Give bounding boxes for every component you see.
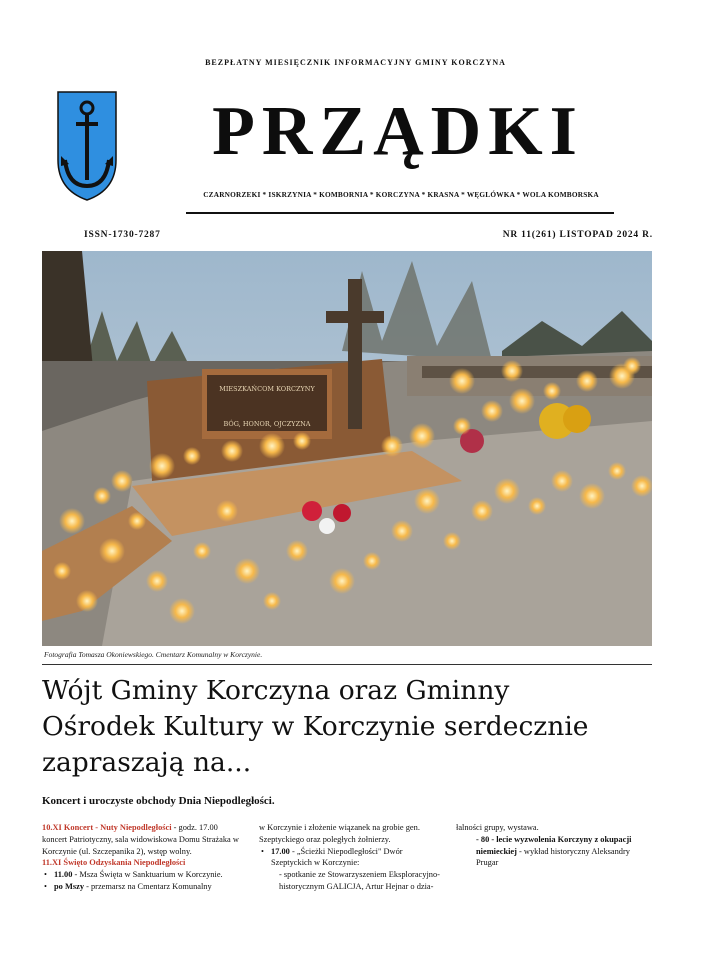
candle-glow	[414, 488, 440, 514]
list-item-text: - Msza Święta w Sanktuarium w Korczynie.	[72, 870, 223, 880]
village-list: CZARNORZEKI * ISKRZYNIA * KOMBORNIA * KORCZYNA * KRASNA * WĘGLÓWKA * WOLA KOMBORSKA	[203, 190, 599, 199]
time-label: po Mszy	[54, 881, 85, 891]
candle-glow	[221, 440, 243, 462]
list-item	[259, 846, 445, 870]
candle-glow	[443, 532, 461, 550]
issn-number: ISSN-1730-7287	[84, 230, 161, 240]
candle-glow	[286, 540, 308, 562]
list-item	[42, 869, 242, 881]
plaque-line-2: BÓG, HONOR, OJCZYZNA	[223, 420, 311, 428]
candle-glow	[391, 520, 413, 542]
candle-glow	[59, 508, 85, 534]
candle-glow	[623, 357, 641, 375]
list-item	[42, 881, 242, 893]
event-concert-title: 10.XI Koncert - Nuty Niepodległości	[42, 823, 172, 832]
candle-glow	[93, 487, 111, 505]
candle-glow	[528, 497, 546, 515]
cemetery-photo	[42, 251, 652, 646]
paragraph: łalności grupy, wystawa.	[456, 823, 539, 832]
candle-glow	[494, 478, 520, 504]
candle-glow	[193, 542, 211, 560]
paragraph	[456, 834, 652, 869]
event-independence-title: 11.XI Święto Odzyskania Niepodległości	[42, 858, 186, 868]
headline-line-2: Ośrodek Kultury w Korczynie serdecznie	[42, 711, 589, 742]
headline-line-1: Wójt Gminy Korczyna oraz Gminny	[42, 675, 510, 706]
candle-glow	[449, 368, 475, 394]
article-column-2	[259, 822, 445, 893]
candle-glow	[453, 417, 471, 435]
headline-line-3: zapraszają na...	[42, 747, 252, 778]
candle-glow	[149, 453, 175, 479]
candle-glow	[234, 558, 260, 584]
article-column-3	[456, 822, 652, 869]
event-concert-text: - godz. 17.00 koncert Patriotyczny, sala widowiskowa Domu Strażaka w Korczynie (ul. Szczepanika 2), wstęp wolny.	[42, 823, 239, 856]
candle-glow	[381, 435, 403, 457]
list-item-text: - przemarsz na Cmentarz Komunalny	[84, 881, 212, 891]
plaque-line-1: MIESZKAŃCOM KORCZYNY	[219, 385, 315, 393]
candle-glow	[576, 370, 598, 392]
list-item-text: - „Ścieżki Niepodległości" Dwór Szeptyckich w Korczynie:	[271, 846, 403, 868]
time-label: 17.00	[271, 846, 290, 856]
candle-glow	[146, 570, 168, 592]
candle-glow	[263, 592, 281, 610]
candle-glow	[631, 475, 652, 497]
article-headline	[42, 673, 672, 781]
lecture-title: - 80 - lecie wyzwolenia Korczyny z okupacji niemieckiej	[476, 834, 632, 856]
candle-glow	[509, 388, 535, 414]
candle-glow	[99, 538, 125, 564]
candle-glow	[76, 590, 98, 612]
article-subhead: Koncert i uroczyste obchody Dnia Niepodległości.	[42, 795, 275, 807]
candle-glow	[183, 447, 201, 465]
newspaper-tagline: BEZPŁATNY MIESIĘCZNIK INFORMACYJNY GMINY KORCZYNA	[205, 58, 506, 67]
lecture-text: - wykład historyczny Aleksandry Prugar	[476, 846, 630, 868]
paragraph: - spotkanie ze Stowarzyszeniem Eksploracyjno-historycznym GALICJA, Artur Hejnar o dzia-	[279, 870, 440, 891]
candle-glow	[471, 500, 493, 522]
candle-glow	[293, 432, 311, 450]
article-column-1	[42, 822, 242, 893]
candle-glow	[128, 512, 146, 530]
candle-glow	[111, 470, 133, 492]
caption-rule	[42, 664, 652, 665]
candle-glow	[543, 382, 561, 400]
candle-glow	[53, 562, 71, 580]
photo-caption: Fotografia Tomasza Okoniewskiego. Cmentarz Komunalny w Korczynie.	[44, 650, 263, 659]
candle-glow	[259, 433, 285, 459]
candle-glow	[551, 470, 573, 492]
candle-glow	[363, 552, 381, 570]
candle-glow	[329, 568, 355, 594]
candle-glow	[501, 360, 523, 382]
header-rule	[186, 212, 614, 214]
newspaper-title: PRZĄDKI	[212, 93, 584, 170]
candle-glow	[481, 400, 503, 422]
candle-glow	[409, 423, 435, 449]
time-label: 11.00	[54, 870, 73, 880]
candle-glow	[216, 500, 238, 522]
issue-number: NR 11(261) LISTOPAD 2024 R.	[502, 230, 653, 240]
coat-of-arms-anchor-icon	[56, 90, 118, 202]
candle-glow	[579, 483, 605, 509]
candle-glow	[608, 462, 626, 480]
candle-glow	[169, 598, 195, 624]
paragraph: w Korczynie i złożenie wiązanek na grobie gen. Szeptyckiego oraz poległych żołnierzy.	[259, 823, 420, 844]
event-concert	[42, 822, 242, 857]
